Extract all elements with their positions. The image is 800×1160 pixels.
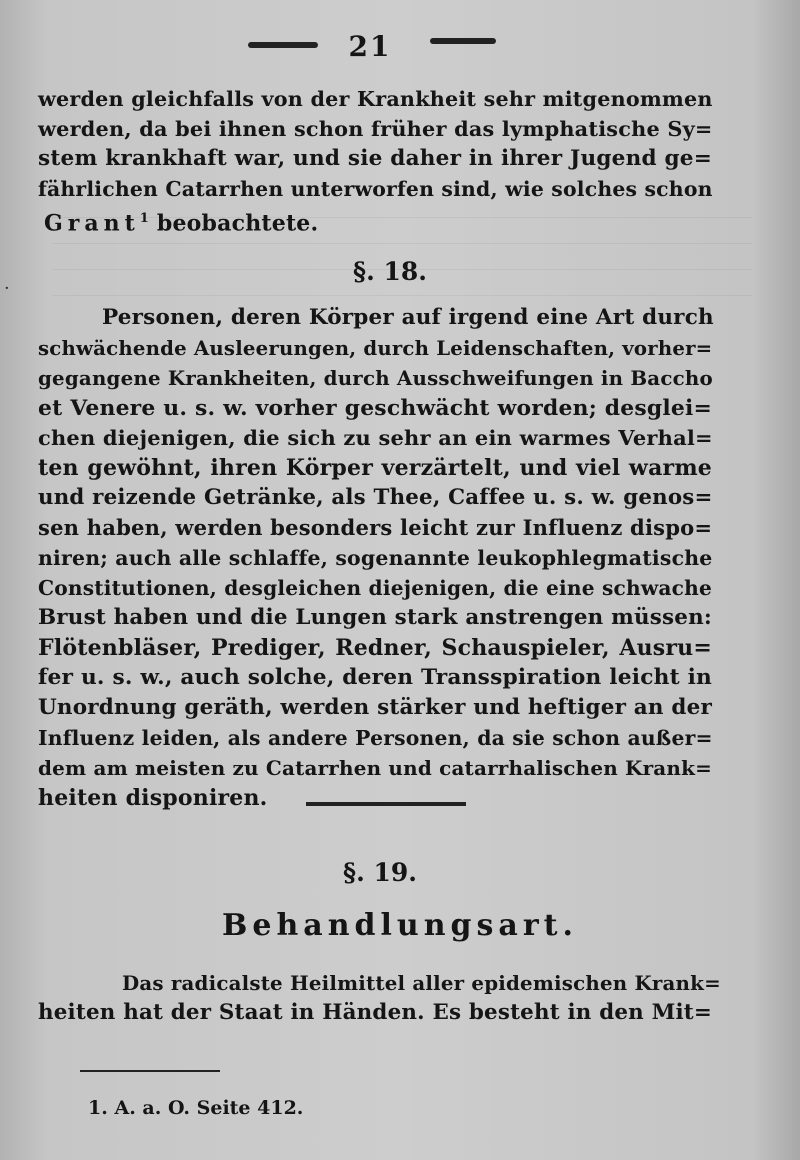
section-heading: Behandlungsart.: [222, 908, 578, 943]
text-line: gegangene Krankheiten, durch Ausschweifungen in Baccho: [38, 366, 713, 390]
text-line: heiten hat der Staat in Händen. Es besteht in den Mit=: [38, 1000, 712, 1025]
section-divider: [306, 802, 466, 806]
text-line: dem am meisten zu Catarrhen und catarrhalischen Krank=: [38, 756, 713, 780]
text-line: werden, da bei ihnen schon früher das lymphatische Sy=: [38, 116, 713, 141]
page-number: 21: [348, 30, 392, 63]
text-line: Flötenbläser, Prediger, Redner, Schauspieler, Ausru=: [38, 635, 712, 661]
text-line: schwächende Ausleerungen, durch Leidenschaften, vorher=: [38, 336, 713, 360]
text-rest: beobachtete.: [149, 210, 319, 237]
margin-dot: ·: [4, 278, 10, 299]
footnote-rule: [80, 1070, 220, 1072]
paragraph-3: [38, 968, 721, 1028]
text-line: und reizende Getränke, als Thee, Caffee u. s. w. genos=: [38, 485, 713, 510]
text-line: fer u. s. w., auch solche, deren Transspiration leicht in: [38, 665, 712, 690]
text-line: sen haben, werden besonders leicht zur Influenz dispo=: [38, 515, 713, 540]
header-rule-right: [430, 38, 496, 44]
section-number-18: §. 18.: [353, 257, 427, 286]
text-line: Personen, deren Körper auf irgend eine Art durch: [102, 305, 714, 330]
author-name: Grant: [44, 210, 140, 237]
text-line: heiten disponiren.: [38, 785, 268, 811]
paragraph-2: [38, 303, 712, 813]
text-line: et Venere u. s. w. vorher geschwächt worden; desglei=: [38, 395, 713, 421]
header-rule-left: [248, 42, 318, 48]
text-line: Brust haben und die Lungen stark anstrengen müssen:: [38, 605, 712, 630]
text-line: Influenz leiden, als andere Personen, da sie schon außer=: [38, 726, 713, 750]
text-line: niren; auch alle schlaffe, sogenannte leukophlegmatische: [38, 546, 713, 570]
section-number-19: §. 19.: [343, 858, 417, 887]
text-line: chen diejenigen, die sich zu sehr an ein warmes Verhal=: [38, 425, 713, 450]
text-line: stem krankhaft war, und sie daher in ihrer Jugend ge=: [38, 146, 712, 171]
footnote-marker: 1: [139, 211, 150, 226]
text-line: fährlichen Catarrhen unterworfen sind, wie solches schon: [38, 177, 713, 201]
text-line: Unordnung geräth, werden stärker und heftiger an der: [38, 695, 712, 720]
footnote: 1. A. a. O. Seite 412.: [88, 1097, 304, 1119]
text-line: Constitutionen, desgleichen diejenigen, die eine schwache: [38, 576, 712, 600]
text-line: werden gleichfalls von der Krankheit sehr mitgenommen: [38, 87, 713, 111]
text-line: Das radicalste Heilmittel aller epidemischen Krank=: [122, 971, 721, 995]
text-line: [38, 204, 712, 237]
paragraph-1: [38, 84, 713, 237]
text-line: ten gewöhnt, ihren Körper verzärtelt, und viel warme: [38, 455, 712, 481]
